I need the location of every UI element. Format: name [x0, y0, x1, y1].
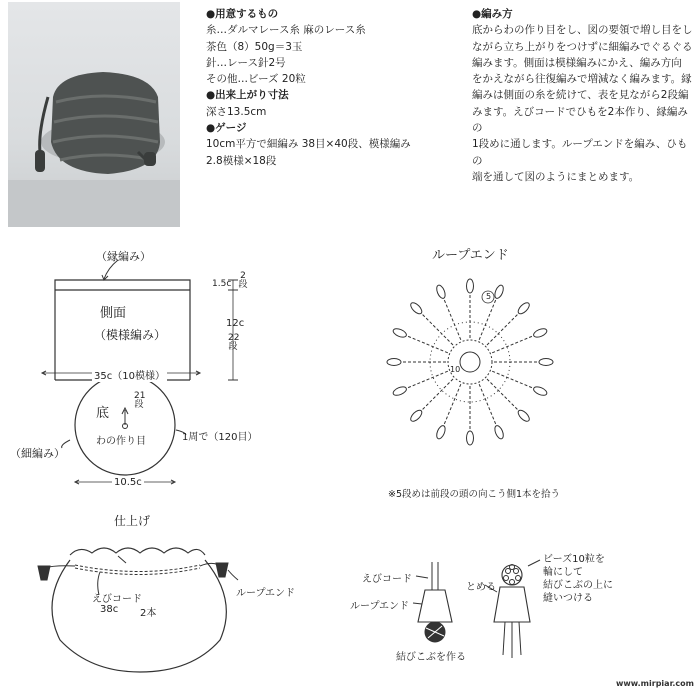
- petal-stitch: [532, 327, 548, 339]
- materials-line: 針…レース針2号: [206, 56, 286, 69]
- chain-ray: [492, 371, 533, 388]
- bead-line: ビーズ10粒を: [543, 554, 605, 565]
- loop-end-note: ※5段めは前段の頭の向こう側1本を拾う: [388, 489, 561, 500]
- watermark: www.mirpiar.com: [615, 679, 694, 688]
- knot-diagram-right: [485, 560, 540, 658]
- chain-ray: [422, 314, 453, 345]
- width-label: 35c（10模様）: [92, 367, 167, 382]
- chain-ray: [407, 336, 448, 353]
- finishing-title: 仕上げ: [114, 514, 151, 528]
- side-height-label: 12c: [226, 318, 245, 329]
- finished-bag-diagram: [38, 548, 238, 672]
- petal-stitch: [493, 424, 505, 440]
- edge-height-label: 1.5c: [212, 279, 232, 289]
- bead-instructions: [543, 553, 613, 605]
- gauge-line: 10cm平方で細編み 38目×40段、模様編み: [206, 138, 411, 151]
- round-stitch-label: 1周で（120目）: [182, 432, 258, 443]
- petal-stitch: [467, 279, 474, 293]
- edge-stitch-label: （縁編み）: [96, 250, 151, 263]
- chain-ray: [444, 299, 461, 340]
- petal-stitch: [387, 359, 401, 366]
- gauge-line: 2.8模様×18段: [206, 154, 277, 167]
- base-circle-diagram: [62, 375, 186, 484]
- petal-stitch: [435, 284, 447, 300]
- bead-line: 縫いつける: [543, 593, 593, 604]
- side-panel-diagram: [42, 260, 238, 380]
- loop-end-chart: [387, 279, 553, 445]
- method-line: 編みは側面の糸を続けて、表を見ながら2段編: [472, 89, 689, 102]
- method-line: 編みます。側面は模様編みにかえ、編み方向: [472, 56, 682, 69]
- cord-count-label: 2本: [140, 608, 157, 619]
- petal-stitch: [532, 385, 548, 397]
- chain-ray: [444, 384, 461, 425]
- cord-label: えびコード: [92, 594, 142, 605]
- knot-caption: 結びこぶを作る: [396, 652, 466, 663]
- method-line: ながら立ち上がりをつけずに細編みでぐるぐる: [472, 40, 693, 53]
- chain-ray: [487, 379, 518, 410]
- edge-rows-label: 2段: [238, 271, 248, 290]
- petal-stitch: [409, 408, 424, 423]
- pattern-stitch-label: （模様編み）: [94, 328, 167, 342]
- method-line: 底からわの作り目をし、図の要領で増し目をし: [472, 24, 693, 37]
- materials-line: 茶色（8）50g＝3玉: [206, 40, 303, 53]
- petal-stitch: [409, 301, 424, 316]
- base-label: 底: [96, 406, 110, 421]
- row-5-label: 5: [486, 292, 492, 301]
- base-rows-label: 21段: [134, 391, 146, 410]
- tie-label: とめる: [466, 582, 496, 593]
- chain-ray: [422, 379, 453, 410]
- petal-stitch: [435, 424, 447, 440]
- chain-ray: [407, 371, 448, 388]
- petal-stitch: [493, 284, 505, 300]
- knot-diagram-left: [413, 562, 452, 642]
- gauge-heading: ●ゲージ: [206, 122, 247, 135]
- bead-line: 輪にして: [543, 567, 583, 578]
- bead-line: 結びこぶの上に: [543, 580, 613, 591]
- chain-ray: [487, 314, 518, 345]
- materials-line: 糸…ダルマレース糸 麻のレース糸: [206, 24, 366, 37]
- petal-stitch: [516, 301, 531, 316]
- materials-line: その他…ビーズ 20粒: [206, 73, 306, 86]
- petal-stitch: [467, 431, 474, 445]
- cord-size-label: 38c: [100, 604, 119, 615]
- method-line: みます。えびコードでひもを2本作り、縁編みの: [472, 105, 688, 135]
- petal-stitch: [392, 327, 408, 339]
- chain-ray: [479, 384, 496, 425]
- side-label: 側面: [100, 306, 127, 321]
- finishing-loopend-label: ループエンド: [236, 588, 295, 599]
- loop-end-title: ループエンド: [432, 248, 509, 263]
- diameter-label: 10.5c: [114, 477, 142, 488]
- petal-stitch: [392, 385, 408, 397]
- materials-heading: ●用意するもの: [206, 8, 279, 20]
- knot-cord-label: えびコード: [362, 574, 412, 585]
- size-heading: ●出来上がり寸法: [206, 89, 289, 102]
- ring-label: わの作り目: [96, 436, 146, 447]
- size-line: 深さ13.5cm: [206, 105, 267, 118]
- knot-loopend-label: ループエンド: [350, 601, 409, 612]
- side-rows-label: 22段: [228, 333, 240, 352]
- chain-ray: [479, 299, 496, 340]
- method-heading: ●編み方: [472, 8, 513, 20]
- method-line: をかえながら往復編みで増減なく編みます。縁: [472, 73, 692, 86]
- single-crochet-label: （細編み）: [10, 447, 65, 460]
- petal-stitch: [516, 408, 531, 423]
- petal-stitch: [539, 359, 553, 366]
- method-line: 1段めに通します。ループエンドを編み、ひもの: [472, 138, 688, 167]
- chain-ray: [492, 336, 533, 353]
- method-line: 端を通して図のようにまとめます。: [472, 170, 640, 183]
- row-10-label: 10: [450, 365, 461, 374]
